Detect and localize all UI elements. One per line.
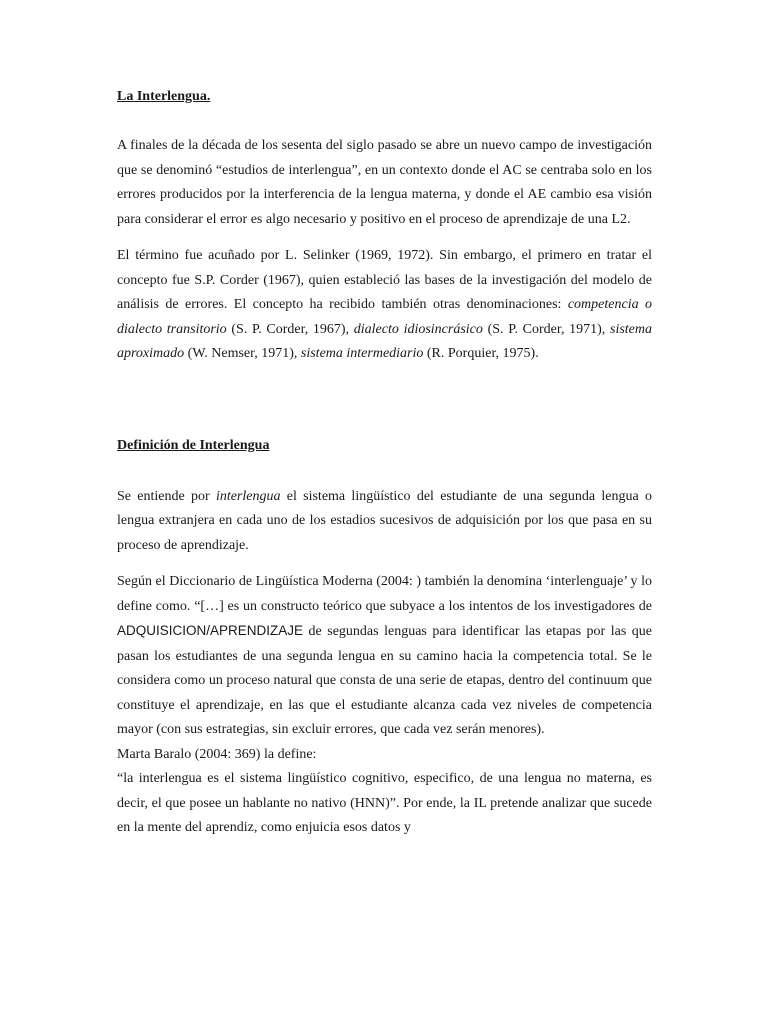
text-run: (S. P. Corder, 1967), bbox=[226, 321, 354, 337]
italic-term: sistema aproximado bbox=[117, 321, 652, 361]
text-run: (S. P. Corder, 1971), bbox=[482, 321, 610, 337]
text-run: el sistema lingüístico del estudiante de una segunda lengua o lengua extranjera en cada uno de los estadios sucesivos de adquisición por los que pasa en su proceso de aprendizaje. bbox=[117, 488, 652, 553]
dictionary-paragraph bbox=[117, 570, 652, 743]
section-heading-interlengua: La Interlengua. bbox=[117, 89, 211, 104]
intro-paragraph: A finales de la década de los sesenta del siglo pasado se abre un nuevo campo de investigación que se denominó “estudios de interlengua”, en un contexto donde el AC se centraba solo en los errores producidos por la interferencia de la lengua materna, y donde el AE cambio esa visión para considerar el error es algo necesario y positivo en el proceso de aprendizaje de una L2. bbox=[117, 138, 652, 227]
text-run: Según el Diccionario de Lingüística Moderna (2004: ) también la denomina ‘interlenguaje’ y lo define como. “[…] es un constructo teórico que subyace a los intentos de los investigadores de bbox=[117, 574, 652, 614]
text-run: (R. Porquier, 1975). bbox=[423, 346, 539, 361]
section-heading-definicion: Definición de Interlengua bbox=[117, 437, 270, 453]
baralo-intro-line: Marta Baralo (2004: 369) la define: bbox=[117, 746, 317, 762]
text-run: Se entiende por bbox=[117, 488, 216, 504]
text-run: de segundas lenguas para identificar las etapas por las que pasan los estudiantes de una segunda lengua en su camino hacia la competencia total. Se le considera como un proceso natural que consta de una serie de etapas, dentro del continuum que constituye el aprendizaje, en las que el estudiante alcanza cada vez niveles de competencia mayor (con sus estrategias, sin excluir errores, que cada vez serán menores). bbox=[117, 624, 652, 737]
term-origin-paragraph bbox=[117, 244, 652, 367]
italic-term: sistema intermediario bbox=[300, 346, 424, 361]
italic-term: dialecto idiosincrásico bbox=[353, 321, 483, 337]
italic-term: competencia o dialecto transitorio bbox=[117, 297, 652, 337]
caps-term: ADQUISICION/APRENDIZAJE bbox=[117, 623, 304, 638]
baralo-quote-paragraph: “la interlengua es el sistema lingüístico cognitivo, especifico, de una lengua no materna, es decir, el que posee un hablante no nativo (HNN)”. Por ende, la IL pretende analizar que sucede en la mente del aprendiz, como enjuicia esos datos y bbox=[117, 771, 652, 835]
definition-paragraph bbox=[117, 485, 652, 559]
italic-term: interlengua bbox=[215, 488, 281, 504]
document-page bbox=[117, 86, 652, 841]
text-run: El término fue acuñado por L. Selinker (1969, 1972). Sin embargo, el primero en tratar el concepto fue S.P. Corder (1967), quien estableció las bases de la investigación del modelo de análisis de errores. El concepto ha recibido también otras denominaciones: bbox=[117, 248, 652, 312]
text-run: (W. Nemser, 1971), bbox=[184, 346, 301, 361]
